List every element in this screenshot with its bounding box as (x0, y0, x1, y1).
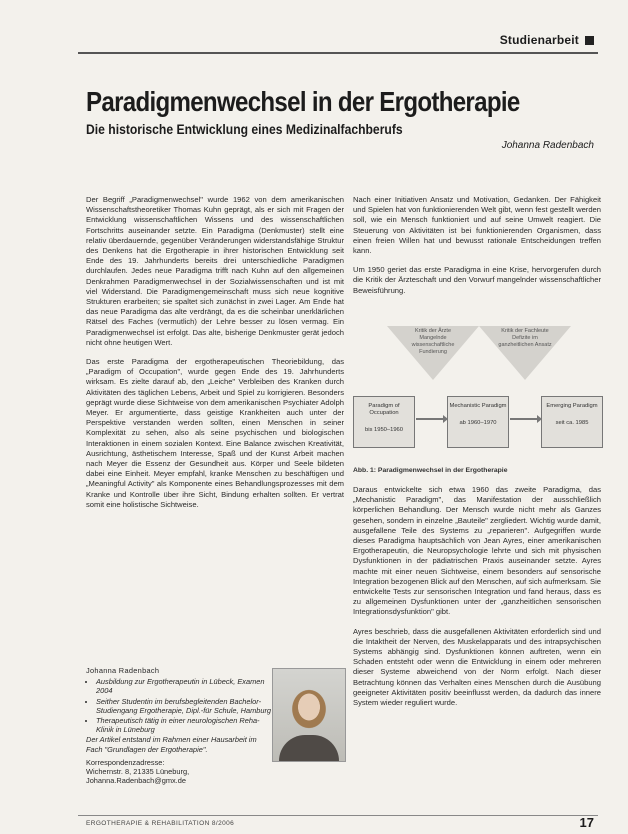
bio-note: Der Artikel entstand im Rahmen einer Hausarbeit im Fach "Grundlagen der Ergotherapie". (86, 735, 257, 754)
paragraph: Um 1950 geriet das erste Paradigma in eine Krise, hervorgerufen durch die Kritik der Ärzteschaft und den Vorwurf mangelnder wissenschaftlicher Beweisführung. (353, 265, 601, 295)
paradigm-title: Emerging Paradigm (546, 403, 598, 409)
crisis-text: Kritik der Fachleute Defizite im ganzheitlichen Ansatz (498, 328, 552, 348)
bio-item: • Ausbildung zur Ergotherapeutin in Lübeck, Examen 2004 (96, 677, 271, 695)
paragraph: Das erste Paradigma der ergotherapeutischen Theoriebildung, das „Paradigm of Occupation", wurde gegen Ende des 19. Jahrhunderts wirksam. Es zielte darauf ab, den „Leiche" Verbleiben des Kranken durch Aktivitäten des täglichen Lebens, Arbeit und Spiel zu korrigieren. Besonders geprägt wurde diese Sichtweise von dem amerikanischen Psychiater Adolph Meyer. Er argumentierte, dass geistige Krankheiten auch unter der Perspektive verstanden werden sollten, einen Menschen in seiner Komplexität zu sehen, also als seine psychischen und biologischen Interaktionen in einem sozialen Kontext. Eine Balance zwischen Kreativität, Ausrichtung, ästhetischem Interesse, Spaß und der Kunst Arbeit machen nach Meyer die Essenz der Gesundheit aus. Körper und Seele bildeten dabei eine Einheit. Meyer empfahl, kranke Menschen zu beschäftigen und „Meaningful Activity" als Komponente eines Behandlungsprozesses mit dem Kranke und Kontrolle über ihre Sicht, Bindung erhalten sollten. Er vertrat somit eine holistische Sichtweise. (86, 357, 344, 509)
paradigm-title: Mechanistic Paradigm (449, 403, 507, 409)
section-square-icon (585, 36, 594, 45)
paradigm-title: Paradigm of Occupation (368, 403, 400, 417)
author-bio (86, 666, 271, 785)
paradigm-box (447, 396, 509, 448)
paradigm-box (353, 396, 415, 448)
page-number: 17 (579, 815, 594, 830)
section-label-text: Studienarbeit (499, 33, 579, 47)
bio-item: • Therapeutisch tätig in einer neurologischen Reha-Klinik in Lüneburg (96, 716, 271, 734)
contact-address: Wichernstr. 8, 21335 Lüneburg, Johanna.Radenbach@gmx.de (86, 767, 190, 786)
arrow-right-icon (416, 418, 444, 420)
column-right-bottom (353, 485, 601, 717)
bio-heading: Johanna Radenbach (86, 666, 160, 675)
bio-item: • Seither Studentin im berufsbegleitenden Bachelor-Studiengang Ergotherapie, Dipl.-für Schule, Hamburg (96, 697, 271, 715)
footer-rule (78, 815, 598, 816)
footer-publication: ERGOTHERAPIE & REHABILITATION 8/2006 (86, 820, 235, 827)
contact-label: Korrespondenzadresse: (86, 757, 165, 767)
paragraph: Daraus entwickelte sich etwa 1960 das zweite Paradigma, das „Mechanistic Paradigm", das Manifestation der ausschließlich körperlichen Behandlung. Der Mensch wurde nicht mehr als Ganzes gesehen, sondern in einzelne „Bauteile" zergliedert. Wichtig wurde damit, ausgefallene Teile des Systems zu „reparieren". Aufgegriffen wurde dieses Paradigma hauptsächlich von Jean Ayres, einer amerikanischen Ergotherapeutin, die Neuropsychologie lehrte und sich mit physischen Dysfunktionen in der pädiatrischen Praxis auseinander setzte. Ayres machte mit einer neuen Sichtweise, einem besonders auf sensorische Integration bezogenen Blick auf den Menschen, auf sich aufmerksam. Sie entwickelte Tests zur sensorischen Integration und fand heraus, dass es zu allgemeinen Dysfunktionen unter der „ganzheitlichen sensorischen Integrationsdysfunktion" gibt. (353, 485, 601, 617)
article-title: Paradigmenwechsel in der Ergotherapie (86, 86, 520, 117)
paradigm-years: bis 1950–1960 (364, 427, 404, 434)
paradigm-box (541, 396, 603, 448)
photo-shoulders (279, 735, 339, 761)
crisis-text: Kritik der Ärzte Mangelnde wissenschaftliche Fundierung (411, 328, 455, 355)
author-photo (272, 668, 346, 762)
paragraph: Der Begriff „Paradigmenwechsel" wurde 1962 von dem amerikanischen Wissenschaftstheoretiker Thomas Kuhn geprägt, als er sich mit Fragen der Entwicklung wissenschaftlichen Wissens und des wissenschaftlichen Fortschritts auseinander setzte. Ein Paradigma (Denkmuster) stellt eine relativ überdauernde, gegenüber Veränderungen widerstandsfähige Struktur des Denkens hat die Ergotherapie in ihrer historischen Entwicklung seit Ende des 19. Jahrhunderts bereits drei unterschiedliche Paradigmen durchlaufen. Jedes neue Paradigma trifft nach Kuhn auf den allgemeinen Denkrahmen Paradigmenwechsel in der Sozialwissenschaften und ist mit viel Widerstand. Die Paradigmengemeinschaft muss sich neue kognitive Strukturen erarbeiten; sie spaltet sich zunächst in zwei Lager. Am Ende hat das neue Paradigma das alte verdrängt, da es die scheinbar unerklärlichen Rätsel des Faches (vermutlich) der Lehre besser zu lösen vermag. Ein Paradigmenwechsel ist erfolgt. Das alte, bisherige Denkmuster gerät jedoch nicht ohne heutigen Wert. (86, 195, 344, 347)
arrow-right-icon (510, 418, 538, 420)
article-author: Johanna Radenbach (501, 140, 594, 151)
section-label (500, 33, 594, 47)
bio-list (86, 677, 271, 734)
article-subtitle: Die historische Entwicklung eines Medizinalfachberufs (86, 122, 403, 137)
paragraph: Ayres beschrieb, dass die ausgefallenen Aktivitäten erforderlich sind und die Intaktheit der Nerven, des Muskelapparats und des intrapsychischen Systems abhängig sind. Dysfunktionen können auftreten, wenn ein Schaden entsteht oder wenn die Entwicklung in einem oder mehreren dieser Systeme abweichend von der Norm erfolgt. Nach dieser Betrachtung können das Verhalten eines Menschen durch die Ausübung geeigneter Aktivitäten positiv beeinflusst werden, da dadurch das innere System wieder reguliert wurde. (353, 626, 601, 708)
figure-caption: Abb. 1: Paradigmenwechsel in der Ergotherapie (353, 467, 508, 474)
paradigm-years: seit ca. 1985 (555, 420, 589, 427)
paradigm-diagram (353, 326, 603, 460)
header-rule (78, 52, 598, 54)
paragraph: Nach einer Initiativen Ansatz und Motivation, Gedanken. Der Fähigkeit und Spielen hat von funktionierenden Welt gibt, wenn fest gestellt werden soll, wie ein Mensch funktioniert und auf seine Umwelt reagiert. Die Steuerung von Aktivitäten ist bei funktionierenden Organismen, dass einen freien Willen hat und bewusst rationale Entscheidungen treffen kann. (353, 195, 601, 256)
column-left (86, 195, 344, 519)
paradigm-years: ab 1960–1970 (459, 420, 497, 427)
column-right-top (353, 195, 601, 305)
